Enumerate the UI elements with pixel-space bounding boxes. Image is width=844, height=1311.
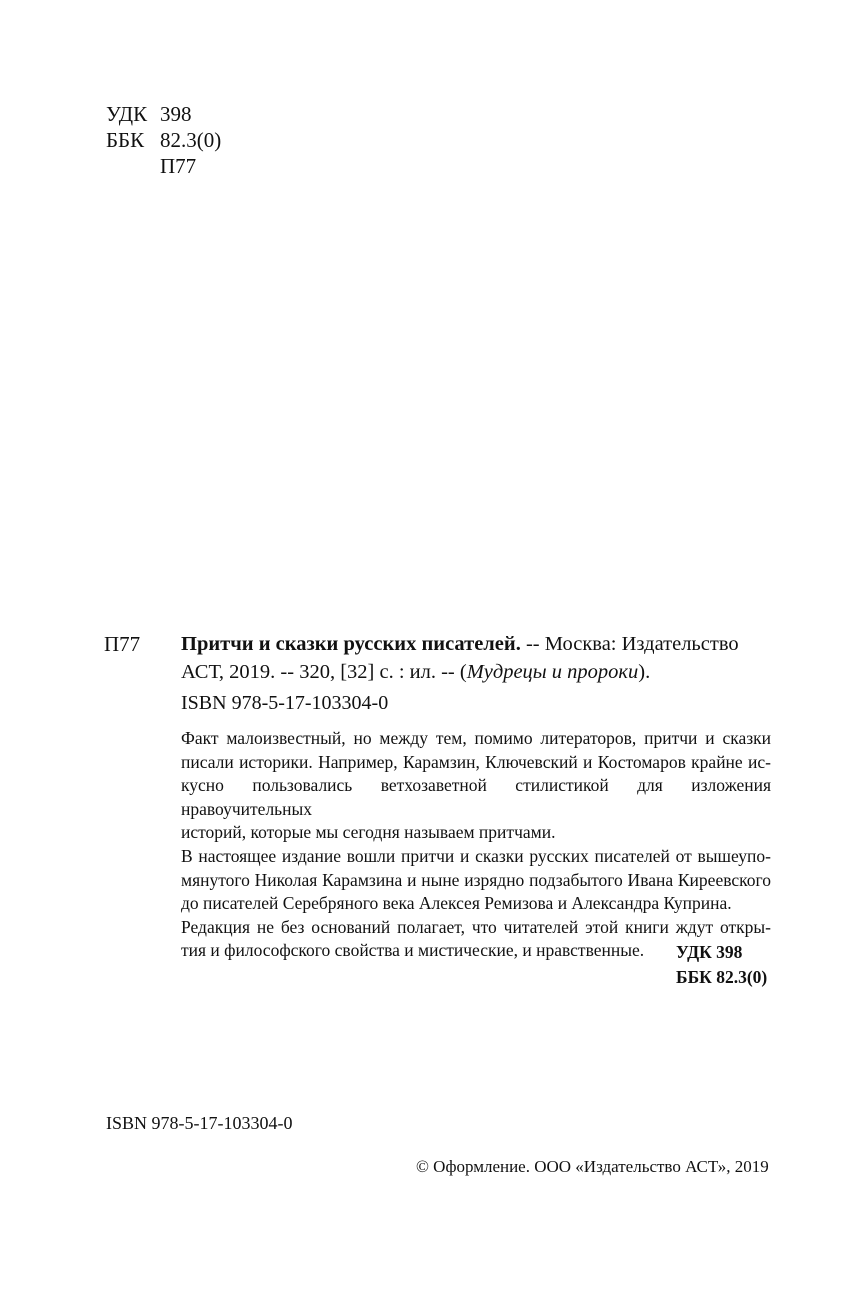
entry-isbn: ISBN 978-5-17-103304-0	[181, 692, 389, 714]
bottom-classification	[676, 940, 767, 990]
annotation-line: мянутого Николая Карамзина и ныне изрядно подзабытого Ивана Киреевского	[181, 869, 771, 890]
udk-label: УДК	[106, 102, 148, 126]
annotation-line: кусно пользовались ветхозаветной стилистикой для изложения нравоучительных	[181, 775, 771, 819]
bottom-udk: УДК 398	[676, 942, 743, 962]
author-mark: П77	[160, 154, 197, 178]
bbk-value: 82.3(0)	[160, 128, 222, 152]
annotation-line: Факт малоизвестный, но между тем, помимо литераторов, притчи и сказки	[181, 728, 771, 748]
card-author-mark: П77	[104, 632, 141, 656]
entry-line-2	[181, 658, 773, 686]
bottom-bbk: ББК 82.3(0)	[676, 967, 768, 987]
entry-line-1	[181, 630, 773, 658]
annotation-line: В настоящее издание вошли притчи и сказки русских писателей от вышеупо-	[181, 845, 771, 866]
bibliographic-entry	[181, 630, 773, 686]
annotation-paragraph-2	[181, 845, 771, 916]
annotation-line: тия и философского свойства и мистические, и нравственные.	[181, 940, 645, 961]
annotation-line: писали историки. Например, Карамзин, Ключевский и Костомаров крайне ис-	[181, 751, 771, 772]
annotation-line: историй, которые мы сегодня называем притчами.	[181, 822, 556, 843]
bbk-label: ББК	[106, 128, 145, 152]
copyright-notice: © Оформление. ООО «Издательство АСТ», 2019	[416, 1157, 769, 1176]
annotation-line: до писателей Серебряного века Алексея Ремизова и Александра Куприна.	[181, 893, 732, 914]
book-title: Притчи и сказки русских писателей.	[181, 633, 521, 655]
series-title: Мудрецы и пророки	[466, 661, 639, 683]
imprint-part-2: АСТ, 2019. -- 320, [32] с. : ил. -- (	[181, 661, 467, 683]
imprint-part-1: -- Москва: Издательство	[520, 633, 739, 655]
udk-value: 398	[160, 102, 192, 126]
imprint-part-3: ).	[638, 661, 651, 683]
annotation-line: Редакция не без оснований полагает, что читателей этой книги ждут откры-	[181, 916, 771, 937]
annotation	[181, 727, 771, 963]
annotation-paragraph-1	[181, 727, 771, 845]
footer-isbn: ISBN 978-5-17-103304-0	[106, 1113, 293, 1133]
